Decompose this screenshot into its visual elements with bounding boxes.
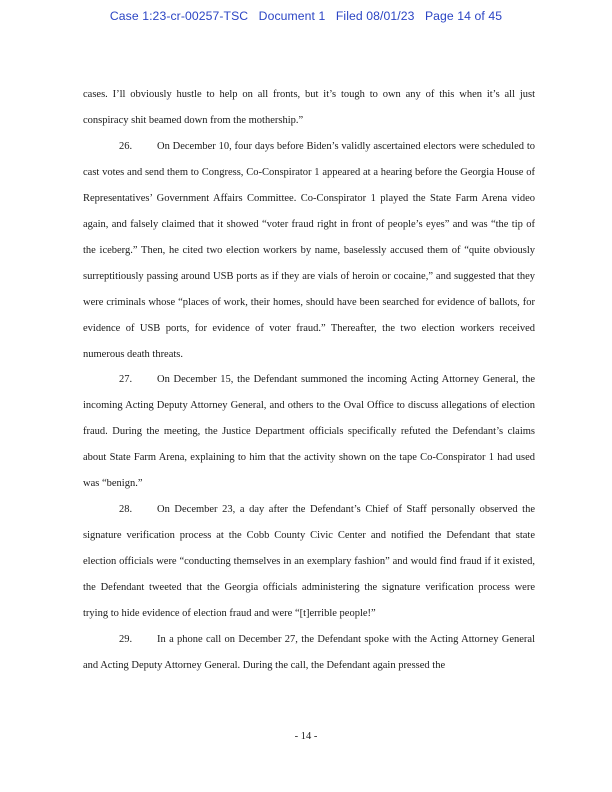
paragraph-27 — [83, 367, 535, 497]
paragraph-text: On December 10, four days before Biden’s validly ascertained electors were scheduled to cast votes and send them to Congress, Co-Conspirator 1 appeared at a hearing before the Georgia House of Representatives’ Government Affairs Committee. Co-Conspirator 1 played the State Farm Arena video again, and falsely claimed that it showed “voter fraud right in front of people’s eyes” and was “the tip of the iceberg.” Then, he cited two election workers by name, baselessly accused them of “quite obviously surreptitiously passing around USB ports as if they are vials of heroin or cocaine,” and suggested that they were criminals whose “places of work, their homes, should have been searched for evidence of ballots, for evidence of USB ports, for evidence of voter fraud.” Thereafter, the two election workers received numerous death threats. — [83, 140, 535, 360]
paragraph-text: cases. I’ll obviously hustle to help on all fronts, but it’s tough to own any of this when it’s all just conspiracy shit beamed down from the mothership.” — [83, 89, 535, 126]
page-number: - 14 - — [294, 731, 318, 742]
paragraph-28 — [83, 497, 535, 627]
paragraph-29 — [83, 627, 535, 679]
paragraph-text: On December 23, a day after the Defendant’s Chief of Staff personally observed the signature verification process at the Cobb County Civic Center and notified the Defendant that state election officials were “conducting themselves in an exemplary fashion” and would find fraud if it existed, the Defendant tweeted that the Georgia officials administering the signature verification process were trying to hide evidence of election fraud and were “[t]errible people!” — [83, 504, 535, 620]
paragraph-text: In a phone call on December 27, the Defendant spoke with the Acting Attorney General and Acting Deputy Attorney General. During the call, the Defendant again pressed the — [83, 634, 535, 671]
paragraph-continuation — [83, 82, 535, 134]
paragraph-26 — [83, 134, 535, 368]
paragraph-number: 29. — [119, 634, 133, 646]
paragraph-number: 28. — [119, 504, 133, 516]
paragraph-text: On December 15, the Defendant summoned the incoming Acting Attorney General, the incoming Acting Deputy Attorney General, and others to the Oval Office to discuss allegations of election fraud. During the meeting, the Justice Department officials specifically refuted the Defendant’s claims about State Farm Arena, explaining to him that the activity shown on the tape Co-Conspirator 1 had used was “benign.” — [83, 374, 535, 490]
ecf-case-header: Case 1:23-cr-00257-TSC Document 1 Filed 08/01/23 Page 14 of 45 — [109, 9, 503, 23]
document-body — [83, 82, 535, 679]
paragraph-number: 27. — [119, 374, 133, 386]
paragraph-number: 26. — [119, 140, 133, 152]
